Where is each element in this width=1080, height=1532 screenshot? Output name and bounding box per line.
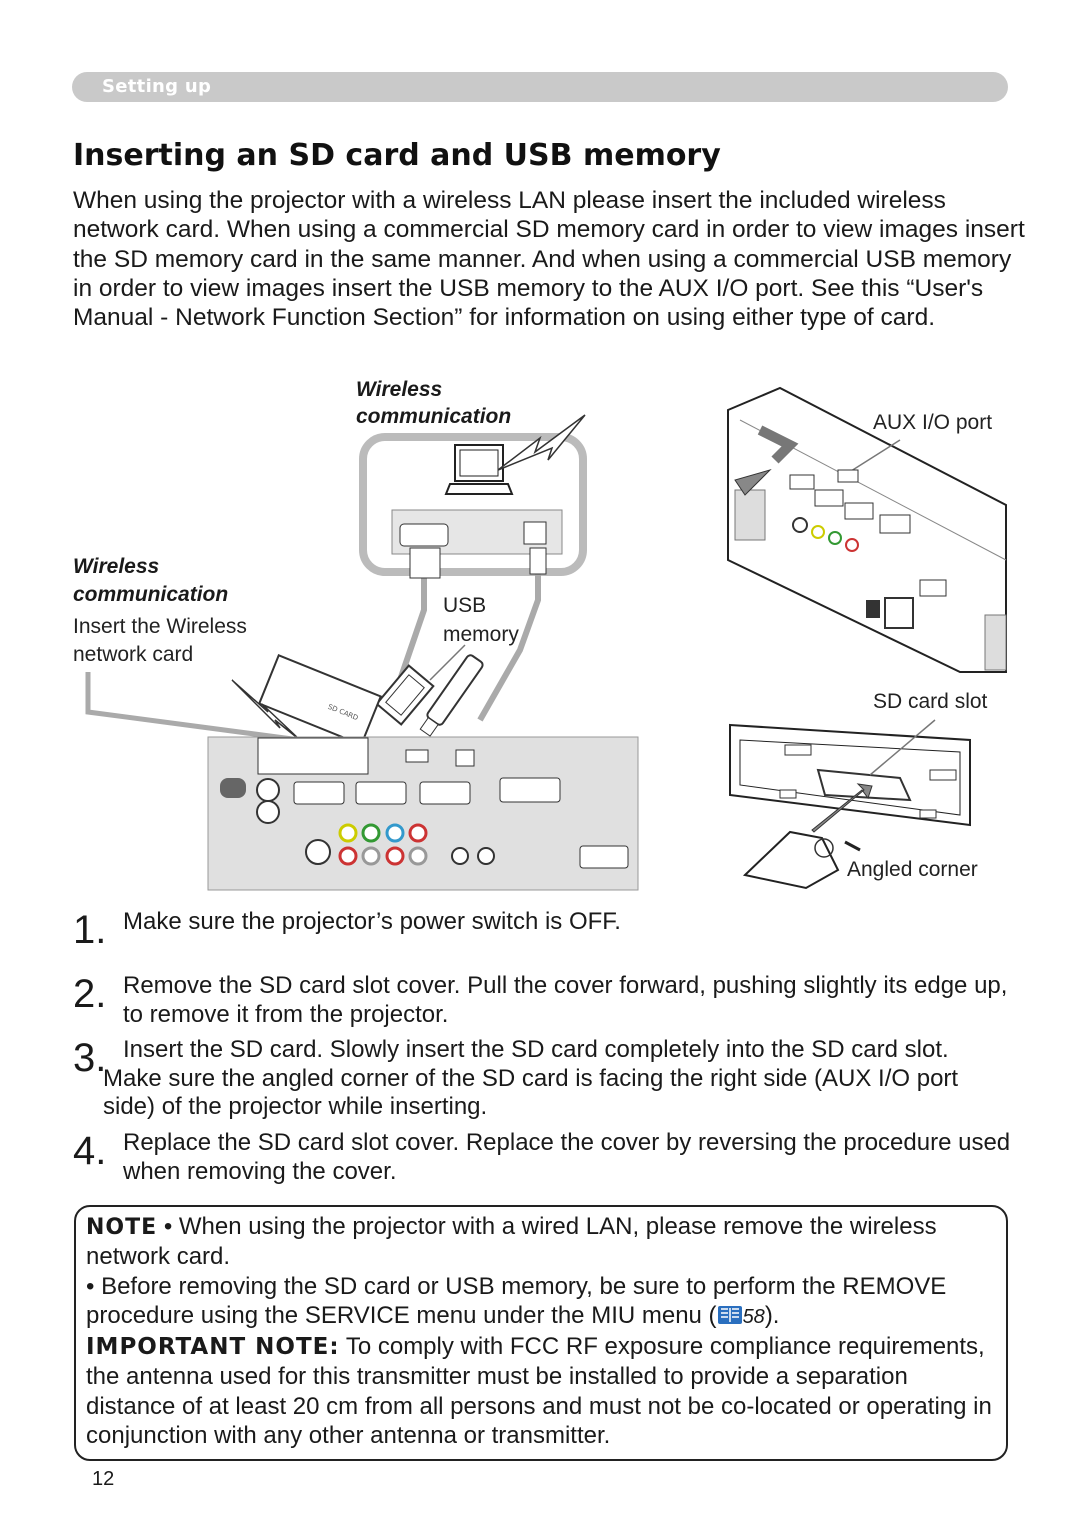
page-number: 12 xyxy=(92,1468,115,1490)
wireless-card-icon xyxy=(259,655,380,744)
insert-card-label-2: network card xyxy=(73,643,194,666)
wireless-label-top-1: Wireless xyxy=(356,378,443,401)
wireless-label-top-2: communication xyxy=(356,405,512,428)
note-text-1: • When using the projector with a wired LAN, please remove the wireless network card. xyxy=(86,1213,937,1271)
note-text-2a: • Before removing the SD card or USB memory, be sure to perform the REMOVE procedure using the SERVICE menu under the MIU menu ( xyxy=(86,1272,947,1329)
step-2 xyxy=(73,972,1013,1029)
intro-paragraph: When using the projector with a wireless LAN please insert the included wireless network card. When using a commercial SD memory card in order to view images insert the SD memory card in the same manner. And when using a commercial USB memory in order to view images insert the USB memory to the AUX I/O port. See this “User's Manual - Network Function Section” for information on using either type of card. xyxy=(73,187,1025,332)
page-reference[interactable]: 58 xyxy=(742,1305,765,1328)
insert-card-label-1: Insert the Wireless xyxy=(73,615,247,638)
step-number: 1. xyxy=(73,908,107,952)
important-note-text: To comply with FCC RF exposure compliance requirements, the antenna used for this transmitter must be installed to provide a separation distance of at least 20 cm from all persons and must not be co-located or operating in conjunction with any other antenna or transmitter. xyxy=(86,1333,992,1450)
note-content xyxy=(86,1212,998,1450)
usb-label-1: USB xyxy=(443,594,487,617)
step-3 xyxy=(73,1036,1013,1122)
step-text: Replace the SD card slot cover. Replace the cover by reversing the procedure used when removing the cover. xyxy=(123,1129,1011,1185)
angled-corner-label: Angled corner xyxy=(847,858,978,881)
note-label: NOTE xyxy=(86,1215,158,1240)
book-icon xyxy=(717,1304,743,1326)
vga-plug-icon xyxy=(377,666,434,725)
step-number: 2. xyxy=(73,972,107,1016)
section-header-label: Setting up xyxy=(102,76,212,97)
step-text: Make sure the projector’s power switch is OFF. xyxy=(123,908,621,935)
step-number: 3. xyxy=(73,1036,107,1080)
note-text-2b: ). xyxy=(764,1301,780,1329)
wireless-label-left-1: Wireless xyxy=(73,555,160,578)
step-number: 4. xyxy=(73,1129,107,1173)
wireless-label-left-2: communication xyxy=(73,583,229,606)
laptop-icon xyxy=(446,445,512,494)
usb-memory-icon xyxy=(418,654,484,738)
page-title: Inserting an SD card and USB memory xyxy=(73,138,721,173)
step-text: Remove the SD card slot cover. Pull the cover forward, pushing slightly its edge up, to remove it from the projector. xyxy=(123,972,1008,1028)
step-4 xyxy=(73,1129,1013,1186)
important-note-label: IMPORTANT NOTE: xyxy=(86,1334,340,1361)
step-text: Insert the SD card. Slowly insert the SD card completely into the SD card slot. Make sure the angled corner of the SD card is facing the right side (AUX I/O port side) of the projector while inserting. xyxy=(103,1036,959,1120)
usb-label-2: memory xyxy=(443,623,519,646)
aux-port-label: AUX I/O port xyxy=(873,411,993,434)
sd-slot-label: SD card slot xyxy=(873,690,988,713)
svg-text:SD CARD: SD CARD xyxy=(326,702,360,723)
step-1 xyxy=(73,908,1013,952)
